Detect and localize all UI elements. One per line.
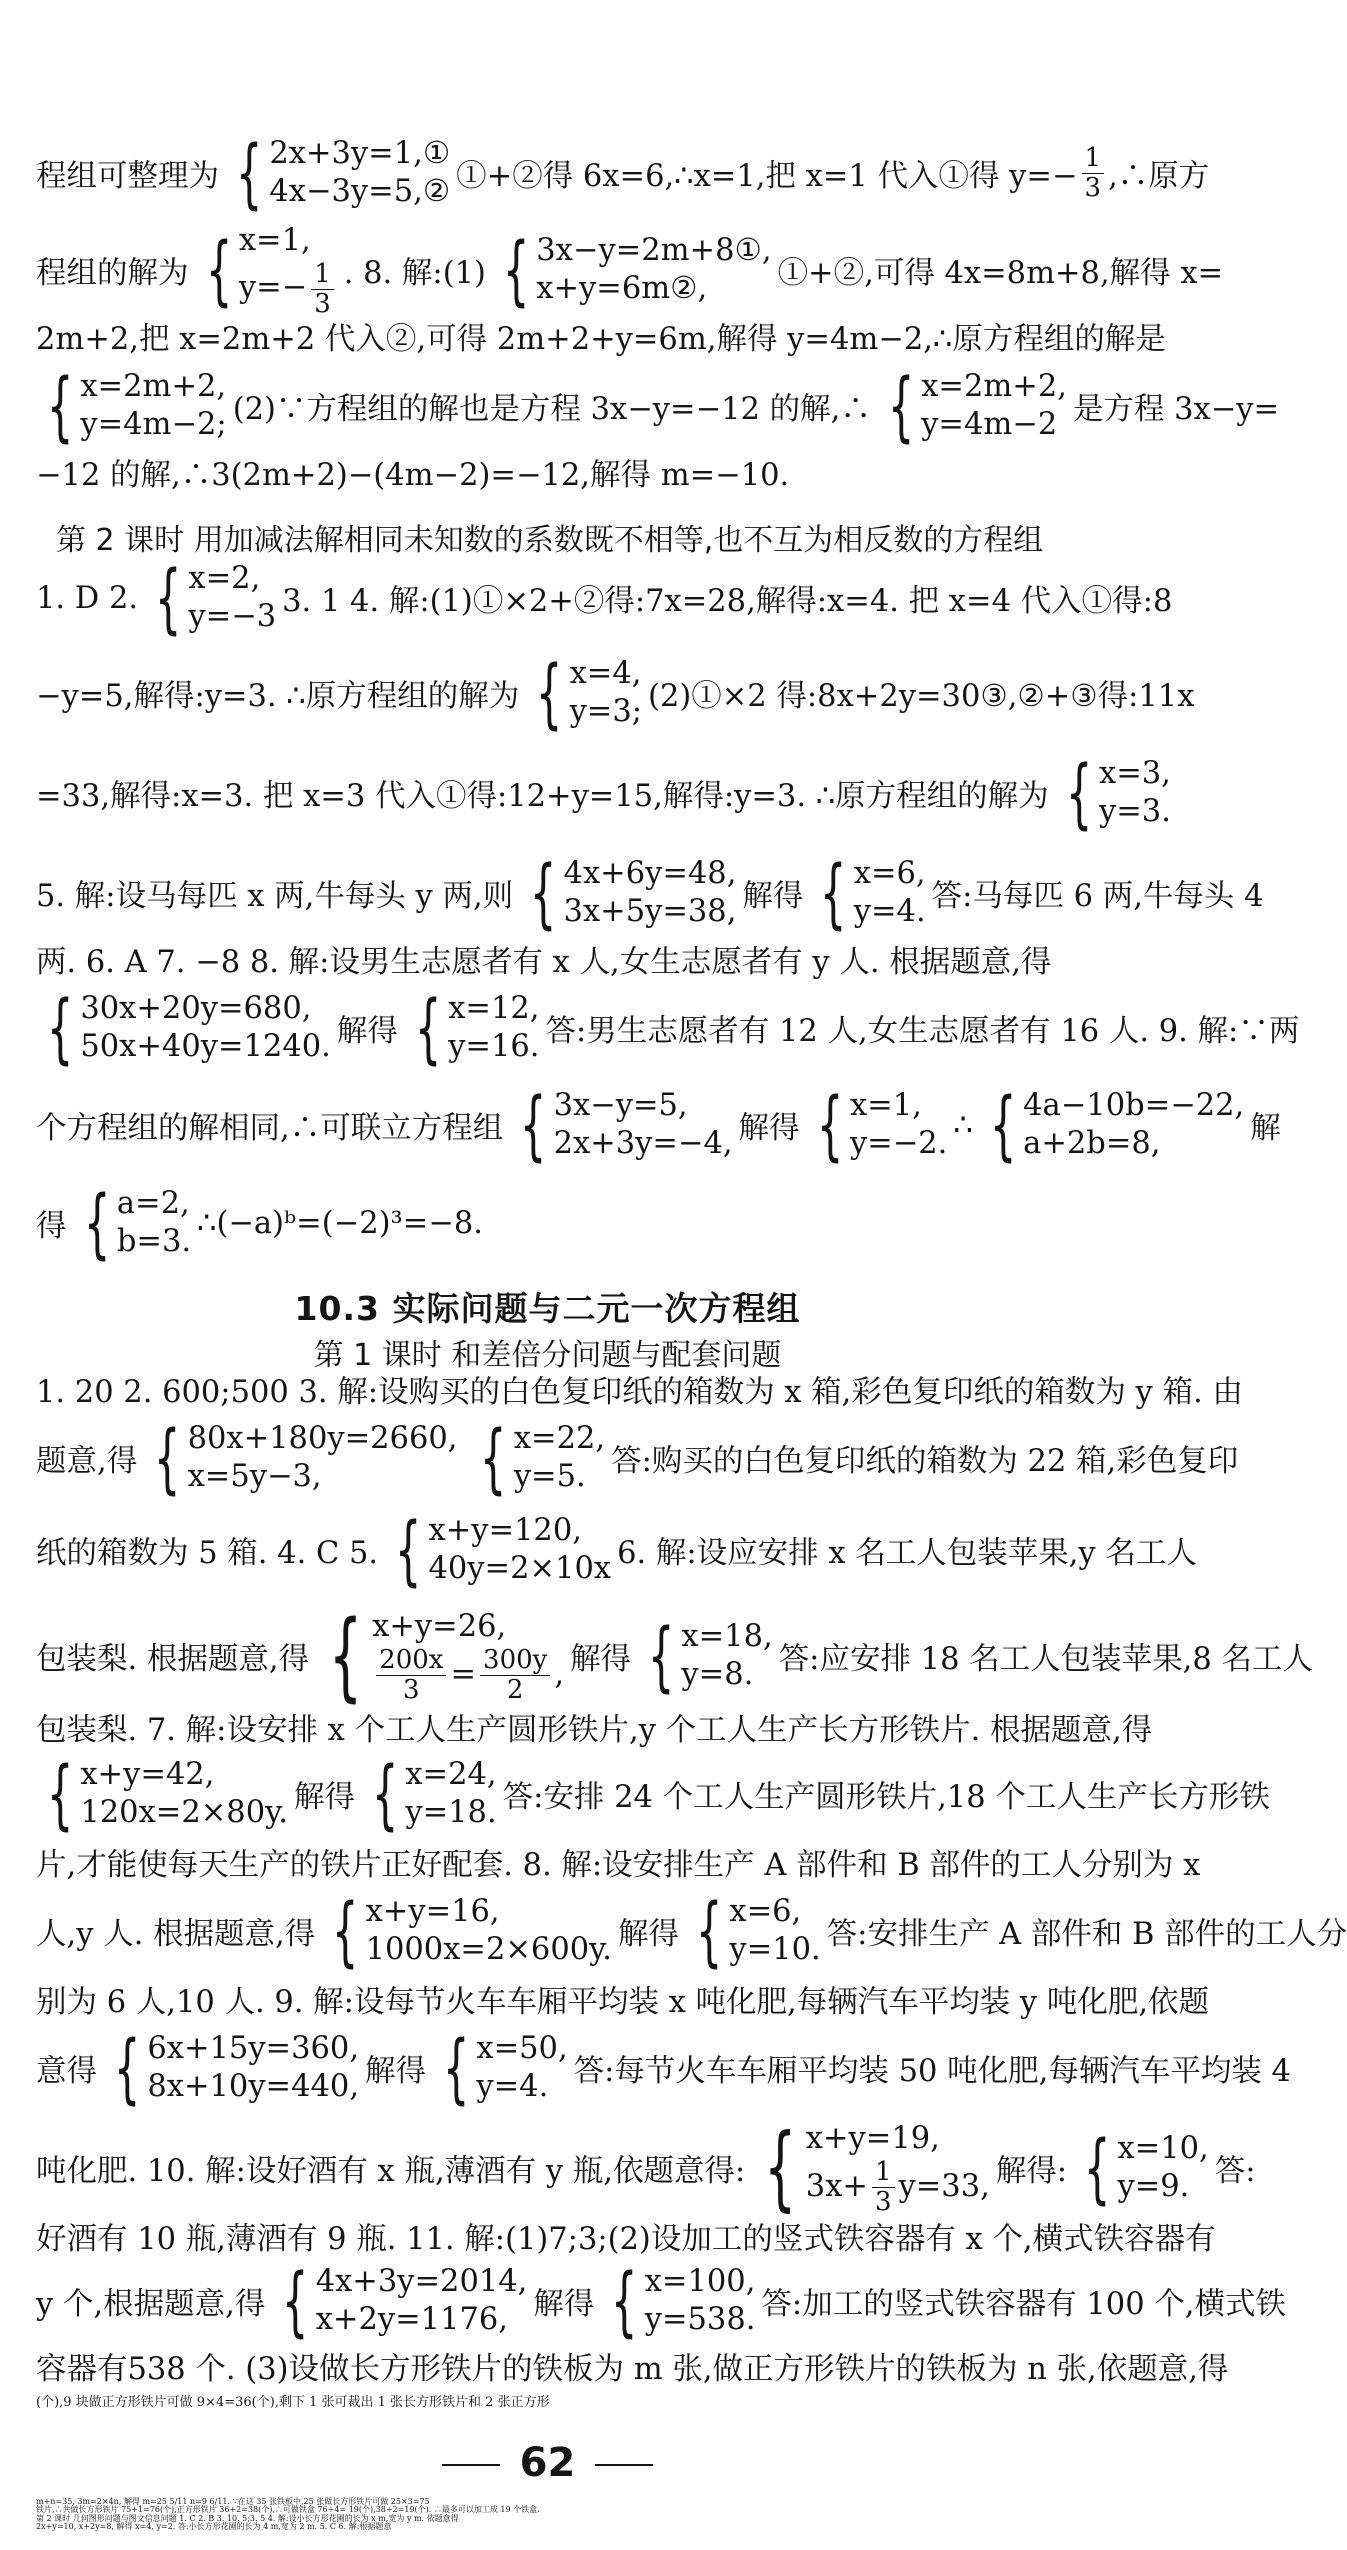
text-line [36, 2023, 1291, 2113]
equation-system: { x=6, y=10. [695, 1886, 821, 1976]
compact-remaining-text: m+n=35, 3m=2×4n, 解得 m=25 5/11 n=9 6/11. ∵在这 35 张铁板中,25 张做长方形铁片可做 25×3=75 铁片,∴共做长方形铁片 75+1=76(个),正方形铁片 36+2=38(个),∴可做铁盒 76÷4= 19(个),38÷2=19(个). ∴最多可以加工成 19 个铁盒. 第 2 课时 几何图形问题与图文信息问题 1. C 2. B 3. 10. 5;3. 5 4. 解:设小长方形花圃的长为 x m,宽为 y m. 依题意得 2x+y=10, x+2y=8, 解得 x=4, y=2. 答:小长方形花圃的长为 4 m,宽为 2 m. 5. C 6. 解:根据题意 [36, 2497, 540, 2532]
equation-system: { 2x+3y=1,① 4x−3y=5,② [235, 128, 451, 218]
text-line [36, 1749, 1270, 1839]
text-segment: 解得: [995, 2154, 1068, 2190]
equation-system: { x=22, y=5. [480, 1413, 606, 1503]
text-line: 包装梨. 7. 解:设安排 x 个工人生产圆形铁片,y 个工人生产长方形铁片. 根据题意,得 [36, 1713, 1153, 1748]
text-segment: 解得 [365, 2054, 427, 2090]
text-line: 2m+2,把 x=2m+2 代入②,可得 2m+2+y=6m,解得 y=4m−2,∴原方程组的解是 [36, 322, 1166, 357]
text-segment: 解得 [293, 1780, 355, 1816]
equation-system: { 30x+20y=680, 50x+40y=1240. [46, 983, 331, 1073]
text-line [36, 1413, 1239, 1503]
equation-system: { x=1, y=−2. [816, 1080, 948, 1170]
text-segment: 题意,得 [36, 1444, 138, 1480]
text-line [36, 1600, 1313, 1713]
equation-system: { x=50, y=4. [442, 2023, 568, 2113]
equation-system: { x=100, y=538. [611, 2256, 756, 2346]
text-segment: ∴(−a)ᵇ=(−2)³=−8. [197, 1205, 483, 1241]
text-line: 别为 6 人,10 人. 9. 解:设每节火车车厢平均装 x 吨化肥,每辆汽车平均装 y 吨化肥,依题 [36, 1985, 1210, 2020]
text-segment: 解得 [618, 1917, 680, 1953]
text-segment: 答:每节火车车厢平均装 50 吨化肥,每辆汽车平均装 4 [573, 2054, 1291, 2090]
equation-system: { x+y=26, $\frac{200x}{3}$ = $\frac{300y}{2}$ , [328, 1600, 565, 1713]
text-line: 容器有538 个. (3)设做长方形铁片的铁板为 m 张,做正方形铁片的铁板为 n 张,依题意,得 [36, 2352, 1229, 2387]
text-segment: −y=5,解得:y=3. ∴原方程组的解为 [36, 679, 520, 715]
text-line [36, 848, 1264, 938]
text-segment: 包装梨. 根据题意,得 [36, 1642, 310, 1678]
text-line [36, 1178, 1064, 1268]
equation-system: { x=10, y=9. [1083, 2123, 1209, 2213]
text-line [36, 1080, 1281, 1170]
text-line: 好酒有 10 瓶,薄酒有 9 瓶. 11. 解:(1)7;3;(2)设加工的竖式铁容器有 x 个,横式铁容器有 [36, 2222, 1216, 2257]
equation-system: { a=2, b=3. [83, 1178, 192, 1268]
text-line [36, 648, 1195, 738]
page-number [0, 2440, 1095, 2486]
section-title: 10.3 实际问题与二元一次方程组 [294, 1289, 801, 1328]
text-line: 片,才能使每天生产的铁片正好配套. 8. 解:设安排生产 A 部件和 B 部件的工人分别为 x [36, 1848, 1201, 1883]
text-line: −12 的解,∴3(2m+2)−(4m−2)=−12,解得 m=−10. [36, 458, 790, 493]
text-segment: 答:加工的竖式铁容器有 100 个,横式铁 [761, 2287, 1286, 2323]
equation-system: { x=24, y=18. [371, 1749, 497, 1839]
text-segment: (2)①×2 得:8x+2y=30③,②+③得:11x [648, 679, 1195, 715]
text-segment: . 8. 解:(1) [343, 256, 486, 292]
text-line [36, 983, 1300, 1073]
text-line [36, 748, 1171, 838]
text-segment: 得 [36, 1209, 67, 1245]
equation-system: { x=18, y=8. [647, 1611, 773, 1701]
text-line [36, 2114, 1256, 2222]
equation-system: { x=12, y=16. [414, 983, 540, 1073]
equation-system: { x=6, y=4. [820, 848, 926, 938]
equation-system: { x=2m+2, y=4m−2 [887, 361, 1067, 451]
text-line: 1. 20 2. 600;500 3. 解:设购买的白色复印纸的箱数为 x 箱,彩色复印纸的箱数为 y 箱. 由 [36, 1375, 1243, 1410]
lesson-heading: 第 1 课时 和差倍分问题与配套问题 [313, 1338, 782, 1373]
text-segment: ①+②,可得 4x=8m+8,解得 x= [777, 256, 1224, 292]
decorative-dash [595, 2464, 653, 2466]
equation-system: { x+y=120, 40y=2×10x [395, 1505, 612, 1595]
text-segment: ∴ [953, 1107, 973, 1143]
text-segment: 答:安排 24 个工人生产圆形铁片,18 个工人生产长方形铁 [502, 1780, 1270, 1816]
text-segment: 答:应安排 18 名工人包装苹果,8 名工人 [778, 1642, 1313, 1678]
equation-system: { x=2m+2, y=4m−2; [46, 361, 227, 451]
text-segment: 人,y 人. 根据题意,得 [36, 1917, 316, 1953]
text-line [36, 2256, 1286, 2346]
text-segment: y 个,根据题意,得 [36, 2287, 266, 2323]
text-segment: 1. D 2. [36, 580, 139, 616]
text-segment: 是方程 3x−y= [1072, 392, 1280, 428]
text-line [36, 128, 1210, 218]
text-segment: 解得 [742, 879, 804, 915]
fraction: $\frac{1}{3}$ [1082, 144, 1105, 202]
text-line [36, 553, 1173, 643]
text-segment: 意得 [36, 2054, 97, 2090]
lesson-heading: 第 2 课时 用加减法解相同未知数的系数既不相等,也不互为相反数的方程组 [56, 523, 1044, 558]
text-segment: 答:安排生产 A 部件和 B 部件的工人分 [826, 1917, 1347, 1953]
text-segment: 答: [1214, 2154, 1256, 2190]
text-segment: 答:购买的白色复印纸的箱数为 22 箱,彩色复印 [611, 1444, 1239, 1480]
text-segment: 解 [1250, 1111, 1281, 1147]
equation-system: { x+y=16, 1000x=2×600y. [332, 1886, 613, 1976]
text-segment: 解得 [570, 1642, 632, 1678]
text-segment: 5. 解:设马每匹 x 两,牛每头 y 两,则 [36, 879, 514, 915]
text-segment: 答:马每匹 6 两,牛每头 4 [931, 879, 1264, 915]
text-segment: ①+②得 6x=6,∴x=1,把 x=1 代入①得 y=− [456, 159, 1078, 195]
equation-system: { 4x+6y=48, 3x+5y=38, [530, 848, 737, 938]
overflow-content [36, 2395, 1064, 2435]
text-segment: 纸的箱数为 5 箱. 4. C 5. [36, 1536, 379, 1572]
equation-system: { 3x−y=5, 2x+3y=−4, [520, 1080, 733, 1170]
equation-system: { x=1, y=− $\frac{1}{3}$ [195, 222, 338, 318]
decorative-dash [442, 2464, 500, 2466]
page-number-value: 62 [519, 2440, 576, 2486]
equation-system: { 4x+3y=2014, x+2y=1176, [282, 2256, 528, 2346]
equation-system: { x=2, y=−3 [154, 553, 277, 643]
text-segment: 程组可整理为 [36, 159, 219, 195]
text-segment: (个),9 块做正方形铁片可做 9×4=36(个),剩下 1 张可裁出 1 张长方形铁片和 2 张正方形 [36, 2395, 550, 2410]
text-segment: 程组的解为 [36, 256, 189, 292]
equation-system: { x+y=19, 3x+ $\frac{1}{3}$ y=33, [764, 2114, 990, 2222]
text-line: 两. 6. A 7. −8 8. 解:设男生志愿者有 x 人,女生志愿者有 y 人. 根据题意,得 [36, 945, 1052, 980]
equation-system: { x+y=42, 120x=2×80y. [46, 1749, 288, 1839]
text-line [36, 361, 1280, 451]
text-segment: 吨化肥. 10. 解:设好酒有 x 瓶,薄酒有 y 瓶,依题意得: [36, 2154, 746, 2190]
text-segment: 解得 [336, 1014, 398, 1050]
text-line [36, 1886, 1347, 1976]
equation-system: { x=4, y=3; [536, 648, 643, 738]
text-segment: 答:男生志愿者有 12 人,女生志愿者有 16 人. 9. 解:∵两 [545, 1014, 1300, 1050]
equation-system: { 80x+180y=2660, x=5y−3, [154, 1413, 458, 1503]
text-segment: 6. 解:设应安排 x 名工人包装苹果,y 名工人 [617, 1536, 1197, 1572]
text-line [36, 1505, 1197, 1595]
equation-system: { 3x−y=2m+8①, x+y=6m②, [502, 225, 772, 315]
text-line [36, 222, 1224, 319]
text-segment: 3. 1 4. 解:(1)①×2+②得:7x=28,解得:x=4. 把 x=4 代入①得:8 [282, 584, 1173, 620]
equation-system: { 6x+15y=360, 8x+10y=440, [113, 2023, 360, 2113]
text-segment: ,∴原方 [1108, 159, 1210, 195]
text-segment: 解得 [738, 1111, 800, 1147]
text-segment: 解得 [533, 2287, 595, 2323]
text-segment: 个方程组的解相同,∴可联立方程组 [36, 1111, 504, 1147]
equation-system: { x=3, y=3. [1065, 748, 1171, 838]
text-segment: (2)∵方程组的解也是方程 3x−y=−12 的解,∴ [232, 392, 871, 428]
equation-system: { 4a−10b=−22, a+2b=8, [989, 1080, 1245, 1170]
text-segment: =33,解得:x=3. 把 x=3 代入①得:12+y=15,解得:y=3. ∴原方程组的解为 [36, 779, 1049, 815]
